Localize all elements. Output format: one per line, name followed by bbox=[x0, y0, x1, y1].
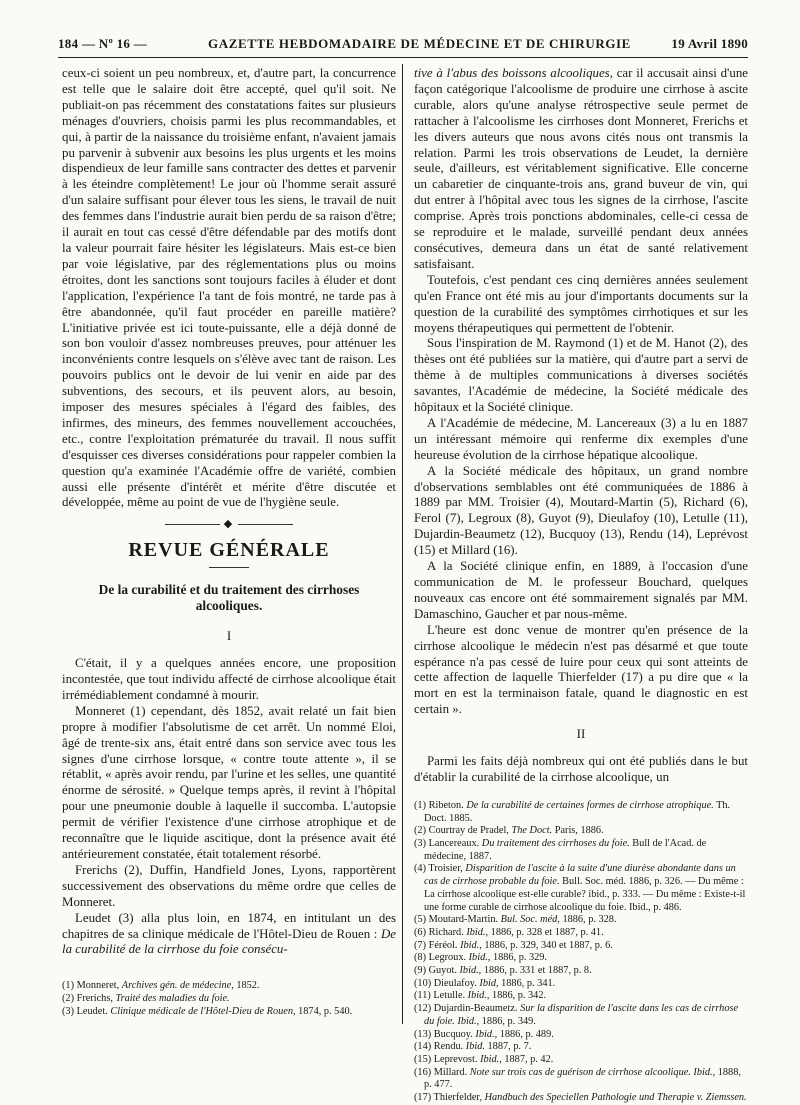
paragraph: Toutefois, c'est pendant ces cinq dernières années seulement qu'en France ont été mis au jour d'importants documents sur la question de la curabilité des symptômes cirrhotiques et sur les moyens thérapeutiques qui permettent de l'obtenir. bbox=[414, 272, 748, 335]
footnote: (15) Leprevost. Ibid., 1887, p. 42. bbox=[414, 1053, 554, 1065]
footnote: (2) Frerichs, Traité des maladies du foie. bbox=[62, 993, 230, 1005]
footnote: (16) Millard. Note sur trois cas de guérison de cirrhose alcoolique. Ibid., 1888, p. 477. bbox=[414, 1066, 741, 1091]
paragraph: C'était, il y a quelques années encore, une proposition incontestée, que tout individu affecté de cirrhose alcoolique était irrémédiablement condamné à mourir. bbox=[62, 656, 396, 702]
left-column bbox=[62, 66, 396, 1018]
footnote: (11) Letulle. Ibid., 1886, p. 342. bbox=[414, 990, 547, 1002]
footnote: (3) Leudet. Clinique médicale de l'Hôtel-Dieu de Rouen, 1874, p. 540. bbox=[62, 1005, 353, 1017]
journal-title: GAZETTE HEBDOMADAIRE DE MÉDECINE ET DE CHIRURGIE bbox=[208, 36, 631, 51]
footnote: (12) Dujardin-Beaumetz. Sur la disparition de l'ascite dans les cas de cirrhose du foie. Ibid., 1886, p. 349. bbox=[414, 1003, 739, 1027]
page-header bbox=[58, 34, 748, 56]
footnote: (9) Guyot. Ibid., 1886, p. 331 et 1887, p. 8. bbox=[414, 965, 592, 977]
title-rule bbox=[209, 567, 249, 568]
footnote: (1) Monneret, Archives gén. de médecine, 1852. bbox=[62, 980, 260, 992]
paragraph: A l'Académie de médecine, M. Lancereaux (3) a lu en 1887 un intéressant mémoire qui renferme dix exemples d'une heureuse évolution de la cirrhose hépatique alcoolique. bbox=[414, 415, 748, 462]
chapter-number: I bbox=[226, 628, 232, 644]
ornament-divider: ◆ bbox=[62, 517, 396, 533]
footnote: (10) Dieulafoy. Ibid, 1886, p. 341. bbox=[414, 977, 556, 989]
issue-date: 19 Avril 1890 bbox=[671, 36, 748, 51]
footnote: (13) Bucquoy. Ibid., 1886, p. 489. bbox=[414, 1028, 554, 1040]
chapter-number: II bbox=[576, 726, 586, 742]
footnote: (17) Thierfelder, Handbuch des Speciellen Pathologie und Therapie v. Ziemssen. bbox=[414, 1092, 747, 1104]
intro-paragraph: ceux-ci soient un peu nombreux, et, d'autre part, la concurrence est telle que le salaire doit être accepté, quel qu'il soit. Ne publiait-on pas récemment des constatations faites sur plusieurs ménages d'ouvriers, choisis parmi les plus recommandables, et qui, à partir de la naissance du troisième enfant, n'avaient jamais pu parvenir à subvenir aux besoins les plus urgents et les moins dispendieux de leur famille sans contracter des dettes et parvenir à les éteindre complètement! Le jour où l'homme serait assuré d'un salaire suffisant pour élever tous les siens, le travail de nuit des femmes dans l'industrie aurait bien perdu de sa raison d'être; il aurait en tout cas cessé d'être défendable par des motifs dont la valeur pourrait faire hésiter les législateurs. Mais est-ce bien par voie législative, par des réglementations plus ou moins étroites, dont les sanctions sont toujours faciles à éluder et dont l'application, l'expérience l'a tant de fois montré, ne tarde pas à être abandonnée, qu'il faut procéder en pareille matière? L'initiative privée est ici toute-puissante, elle a déjà donné de son bon vouloir d'assez nombreuses preuves, pour atténuer les inconvénients contre lesquels on s'élève avec tant de raison. Les pouvoirs publics ont le devoir de lui venir en aide par des subventions, des secours, et ils peuvent alors, au besoin, imposer des mesures spéciales à l'égard des faibles, des infirmes, des mineurs, des femmes nouvellement accouchées, etc., contre l'exploitation prématurée du travail. Il nous suffit d'esquisser ces diverses considérations pour rappeler combien la question qu'a examinée l'Académie offre de variété, combien aussi elle présente d'intérêt et mérite d'être discutée et développée, même au point de vue de l'hygiène seule. bbox=[62, 66, 396, 510]
paragraph: Sous l'inspiration de M. Raymond (1) et de M. Hanot (2), des thèses ont été publiées sur la matière, qui d'autre part a servi de thème à de multiples communications à diverses sociétés savantes, l'Académie de médecine, la Société médicale des hôpitaux et la Société clinique. bbox=[414, 336, 748, 415]
footnote: (8) Legroux. Ibid., 1886, p. 329. bbox=[414, 952, 548, 964]
paragraph: Frerichs (2), Duffin, Handfield Jones, Lyons, rapportèrent successivement des observations du même ordre que celles de Monneret. bbox=[62, 862, 396, 909]
footnote: (14) Rendu. Ibid. 1887, p. 7. bbox=[414, 1041, 532, 1053]
footnote: (2) Courtray de Pradel, The Doct. Paris, 1886. bbox=[414, 825, 604, 837]
paragraph: Monneret (1) cependant, dès 1852, avait relaté un fait bien propre à modifier l'absolutisme de cet arrêt. Un nommé Eloi, âgé de trente-six ans, était entré dans son service avec tous les signes d'une cirrhose lorsque, « contre toute attente », il se rétablit, « après avoir rendu, par l'urine et les selles, une quantité énorme de sérosité. » Quelque temps après, il revint à l'hôpital pour une pneumonie double à laquelle il succomba. L'autopsie permit de vérifier l'existence d'une cirrhose atrophique et de reconnaître que le liquide ascitique, dont la présence avait été antérieurement constatée, était totalement résorbé. bbox=[62, 703, 396, 861]
paragraph: Leudet (3) alla plus loin, en 1874, en intitulant un des chapitres de sa clinique médicale de l'Hôtel-Dieu de Rouen : De la curabilité de la cirrhose du foie consécu- bbox=[62, 910, 396, 957]
header-rule bbox=[58, 57, 748, 58]
article-title: De la curabilité et du traitement des cirrhoses alcooliques. bbox=[98, 582, 360, 614]
paragraph: tive à l'abus des boissons alcooliques, car il accusait ainsi d'une façon catégorique l'alcoolisme de produire une cirrhose à ascite curable, alors qu'une analyse rétrospective seule permet de rattacher à l'alcoolisme les cirrhoses dont Monneret, Frerichs et les divers auteurs que nous avons cités nous ont transmis la relation. Parmi les trois observations de Leudet, la dernière seule, d'ailleurs, est véritablement significative. Elle concerne un cabaretier de cinquante-trois ans, grand buveur de vin, qui dut entrer à l'hôpital avec tous les signes de la cirrhose, l'ascite comprise. Après trois ponctions abdominales, celle-ci cessa de se reproduire et le malade, surveillé pendant deux années consécutives, demeura dans un état de santé relativement satisfaisant. bbox=[414, 66, 748, 271]
column-divider bbox=[402, 64, 403, 1024]
footnote: (6) Richard. Ibid., 1886, p. 328 et 1887, p. 41. bbox=[414, 926, 604, 938]
paragraph: Parmi les faits déjà nombreux qui ont été publiés dans le but d'établir la curabilité de la cirrhose alcoolique, un bbox=[414, 754, 748, 784]
right-column bbox=[414, 66, 748, 1105]
footnotes-right bbox=[414, 800, 748, 1105]
paragraph: A la Société médicale des hôpitaux, un grand nombre d'observations semblables ont été communiquées de 1886 à 1889 par MM. Troisier (4), Moutard-Martin (5), Richard (6), Ferol (7), Legroux (8), Guyot (9), Dieulafoy (10), Letulle (11), Dujardin-Beaumetz (12), Bucquoy (13), Rendu (14), Leprévost (15) et Millard (16). bbox=[414, 463, 748, 558]
footnotes-left bbox=[62, 980, 396, 1018]
footnote: (7) Féréol. Ibid., 1886, p. 329, 340 et 1887, p. 6. bbox=[414, 939, 613, 951]
footnote: (5) Moutard-Martin. Bul. Soc. méd, 1886, p. 328. bbox=[414, 914, 617, 926]
footnote: (1) Ribeton. De la curabilité de certaines formes de cirrhose atrophique. Th. Doct. 1885. bbox=[414, 799, 731, 824]
page-number: 184 — Nº 16 — bbox=[58, 36, 148, 51]
footnote: (3) Lancereaux. Du traitement des cirrhoses du foie. Bull de l'Acad. de médecine, 1887. bbox=[414, 837, 707, 862]
paragraph: A la Société clinique enfin, en 1889, à l'occasion d'une communication de M. le professeur Bouchard, quelques nouveaux cas encore ont été sommairement signalés par MM. Damaschino, Gaucher et par nous-même. bbox=[414, 559, 748, 621]
paragraph: L'heure est donc venue de montrer qu'en présence de la cirrhose alcoolique le médecin n'est pas désarmé et que toute espérance n'a pas cessé de luire pour ceux qui sont atteints de cette affection de laquelle Thierfelder (17) a pu dire que « la mort en est la terminaison fatale, quand le diagnostic en est certain ». bbox=[414, 622, 748, 717]
footnote: (4) Troisier, Disparition de l'ascite à la suite d'une diurèse abondante dans un cas de cirrhose probable du foie. Bull. Soc. méd. 1886, p. 326. — Du même : La cirrhose alcoolique est-elle curable? ibid., p. 333. — Du même : Existe-t-il une forme curable de cirrhose alcoolique du foie. Ibid., p. 486. bbox=[414, 863, 746, 913]
section-title: REVUE GÉNÉRALE bbox=[128, 539, 330, 562]
